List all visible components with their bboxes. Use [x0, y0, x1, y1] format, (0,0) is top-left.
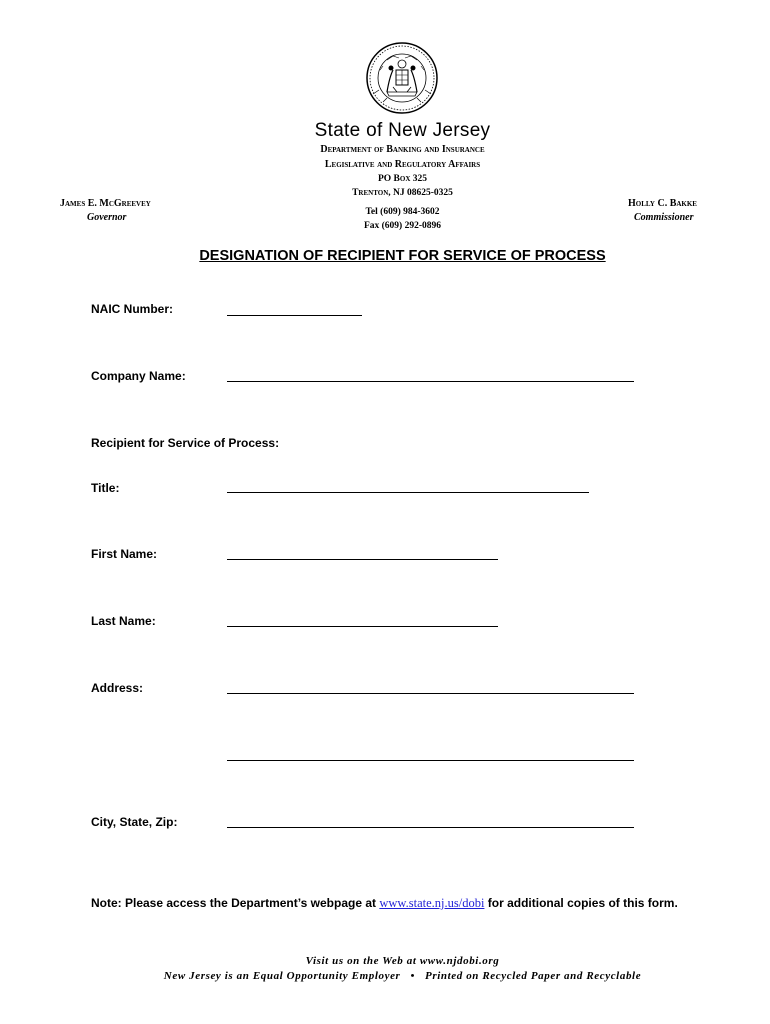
last-name-field[interactable] — [227, 626, 498, 627]
address-label: Address: — [91, 681, 144, 695]
first-name-field[interactable] — [227, 559, 498, 560]
telephone: Tel (609) 984-3602 — [365, 207, 440, 217]
first-name-label: First Name: — [91, 547, 158, 561]
company-name-label: Company Name: — [91, 369, 186, 383]
note-suffix: for additional copies of this form. — [484, 896, 678, 910]
title-label: Title: — [91, 481, 120, 495]
company-name-field[interactable] — [227, 381, 634, 382]
commissioner-name: Holly C. Bakke — [628, 198, 697, 209]
fax: Fax (609) 292-0896 — [363, 221, 442, 231]
footer-recycled: Printed on Recycled Paper and Recyclable — [425, 970, 642, 982]
note-prefix: Note: Please access the Department’s webpage at — [91, 896, 380, 910]
footer-website: Visit us on the Web at www.njdobi.org — [305, 955, 500, 967]
commissioner-title: Commissioner — [634, 212, 694, 223]
governor-name: James E. McGreevey — [60, 198, 151, 209]
footer-employer: New Jersey is an Equal Opportunity Employer — [163, 970, 401, 982]
form-title: DESIGNATION OF RECIPIENT FOR SERVICE OF PROCESS — [199, 248, 606, 264]
address-field-line-1[interactable] — [227, 693, 634, 694]
address-field-line-2[interactable] — [227, 760, 634, 761]
note — [91, 896, 678, 911]
governor-title: Governor — [87, 212, 127, 223]
division-name: Legislative and Regulatory Affairs — [324, 159, 481, 170]
city-state-zip-field[interactable] — [227, 827, 634, 828]
naic-number-label: NAIC Number: — [91, 302, 174, 316]
footer-statement — [0, 970, 770, 982]
recipient-heading: Recipient for Service of Process: — [91, 436, 280, 450]
city-state-zip-label: City, State, Zip: — [91, 815, 178, 829]
last-name-label: Last Name: — [91, 614, 156, 628]
department-name: Department of Banking and Insurance — [320, 144, 485, 155]
naic-number-field[interactable] — [227, 315, 362, 316]
title-field[interactable] — [227, 492, 589, 493]
po-box: PO Box 325 — [377, 174, 428, 184]
bullet-icon: • — [410, 970, 415, 982]
state-title: State of New Jersey — [314, 120, 491, 141]
dobi-web-link[interactable]: www.state.nj.us/dobi — [379, 896, 485, 910]
new-jersey-state-seal-icon — [365, 40, 439, 116]
city-address: Trenton, NJ 08625-0325 — [352, 188, 453, 198]
